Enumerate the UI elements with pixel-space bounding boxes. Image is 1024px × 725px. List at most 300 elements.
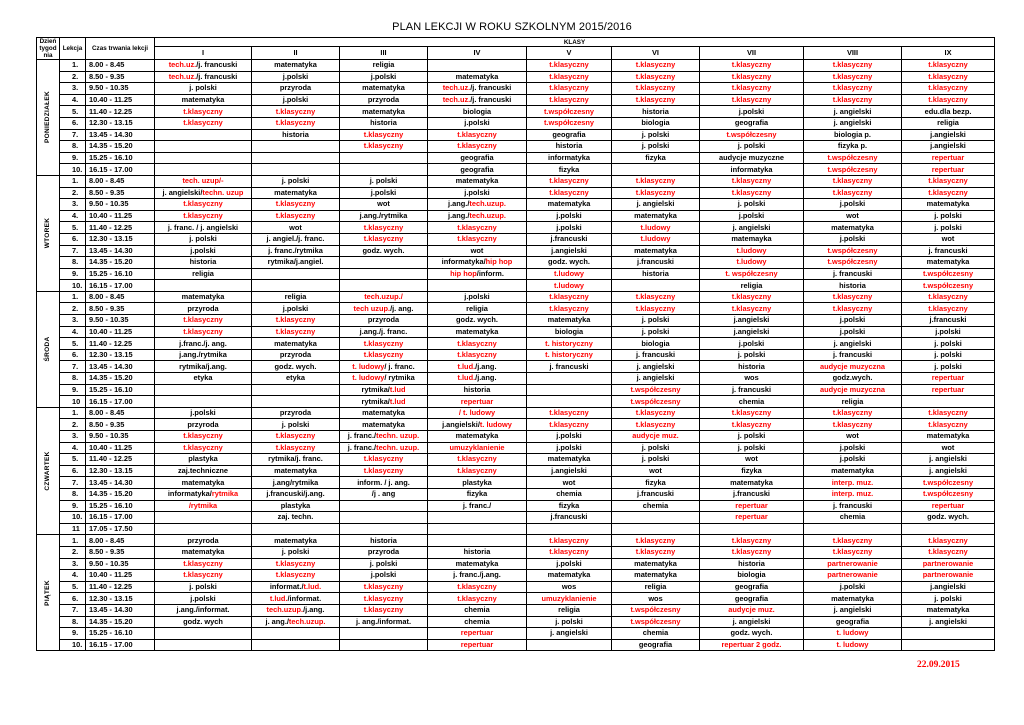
subject-text: matematyka [831,222,874,232]
subject-cell [902,373,995,385]
subject-cell [700,152,804,164]
lesson-row [37,465,995,477]
subject-cell [527,303,612,315]
lesson-row [37,245,995,257]
lesson-row [37,512,995,524]
subject-text: rytmika/ [361,384,390,394]
subject-text: wos [648,593,663,603]
subject-cell [902,315,995,327]
subject-cell [804,604,902,616]
subject-cell [428,141,527,153]
subject-text: religia [284,292,307,302]
subject-cell [612,477,700,489]
subject-text: t.klasyczny [832,408,873,418]
subject-text: j.polski [190,245,216,255]
subject-cell [612,523,700,535]
subject-cell [902,442,995,454]
subject-cell [155,187,252,199]
subject-cell [612,419,700,431]
subject-cell [155,315,252,327]
subject-cell [902,593,995,605]
subject-cell [612,129,700,141]
subject-cell [527,164,612,176]
subject-text: j.polski [556,431,582,441]
subject-text: j.angielski/ [442,419,480,429]
subject-cell [155,303,252,315]
subject-cell [340,175,428,187]
subject-cell [340,628,428,640]
lesson-row [37,60,995,72]
subject-cell [902,71,995,83]
subject-cell [804,257,902,269]
subject-cell [612,175,700,187]
subject-text: j.polski [556,442,582,452]
lesson-row [37,106,995,118]
lesson-row [37,83,995,95]
subject-text: t.klasyczny [928,419,968,429]
subject-cell [340,210,428,222]
subject-text: repertuar [460,396,494,406]
subject-text: religia [372,60,395,70]
lesson-number: 5. [60,106,86,118]
subject-cell [700,106,804,118]
lesson-number: 8. [60,141,86,153]
subject-text: j. angielski [636,373,675,383]
subject-text: t.klasyczny [457,466,497,476]
lesson-row [37,500,995,512]
subject-text: biologia [641,118,670,128]
lesson-row [37,407,995,419]
subject-text: t.klasyczny [635,292,676,302]
subject-cell [700,396,804,408]
subject-cell [527,488,612,500]
subject-cell [527,581,612,593]
subject-cell [428,523,527,535]
subject-text: partnerowanie [922,558,974,568]
subject-cell [340,152,428,164]
subject-cell [527,431,612,443]
subject-text: matematyka [274,535,317,545]
subject-cell [340,535,428,547]
lesson-time: 10.40 - 11.25 [86,210,155,222]
subject-text: t.klasyczny [549,176,589,186]
subject-cell [902,187,995,199]
lesson-time: 15.25 - 16.10 [86,628,155,640]
lesson-row [37,164,995,176]
subject-text: t.klasyczny [457,350,497,360]
subject-text: historia [738,558,765,568]
subject-cell [804,431,902,443]
subject-text: j.polski [556,558,582,568]
subject-cell [527,268,612,280]
subject-text: t.współczesny [543,118,595,128]
subject-cell [527,454,612,466]
subject-cell [428,488,527,500]
subject-text: t.ludowy [640,222,671,232]
subject-text: t.klasyczny [457,234,497,244]
subject-cell [700,326,804,338]
lesson-time: 8.50 - 9.35 [86,71,155,83]
subject-cell [428,419,527,431]
day-cell [37,535,60,651]
subject-text: audycje muz. [632,431,679,441]
subject-text: matematyka [455,431,499,441]
lesson-number: 7. [60,245,86,257]
subject-cell [527,349,612,361]
subject-cell [428,442,527,454]
subject-cell [612,257,700,269]
lesson-time: 13.45 - 14.30 [86,245,155,257]
subject-cell [700,199,804,211]
subject-text: t.klasyczny [832,303,873,313]
subject-cell [612,187,700,199]
subject-text: t.współczesny [922,489,974,499]
subject-text: t.ludowy [554,268,584,278]
subject-text: geografia [460,153,494,163]
lesson-time: 10.40 - 11.25 [86,326,155,338]
subject-cell [527,361,612,373]
subject-cell [700,60,804,72]
subject-cell [428,396,527,408]
class-header-6: VI [612,47,700,60]
subject-text: /j. francuski [196,71,238,81]
subject-text: matematyka [362,408,405,418]
subject-text: / rytmika [384,373,415,383]
lesson-row [37,616,995,628]
subject-text: wot [846,431,859,441]
subject-text: t.współczesny [543,106,595,116]
subject-cell [252,512,340,524]
lesson-row [37,349,995,361]
subject-text: t.klasyczny [363,129,404,139]
subject-cell [428,222,527,234]
subject-text: j.polski [190,593,216,603]
lesson-row [37,71,995,83]
subject-text: /j.ang. [475,373,497,383]
lesson-time: 14.35 - 15.20 [86,373,155,385]
subject-text: j. angielski [833,106,872,116]
subject-cell [252,303,340,315]
subject-text: t.klasyczny [549,95,589,105]
subject-cell [155,94,252,106]
lesson-row [37,431,995,443]
lesson-time: 8.00 - 8.45 [86,535,155,547]
subject-cell [700,407,804,419]
subject-text: j. polski [934,361,962,371]
subject-text: j.angielski [733,315,770,325]
day-label: PIĄTEK [44,579,51,606]
subject-text: j.angielski [733,326,770,336]
lesson-time: 16.15 - 17.00 [86,164,155,176]
lesson-number: 4. [60,326,86,338]
subject-cell [340,373,428,385]
subject-cell [804,303,902,315]
subject-cell [612,604,700,616]
subject-cell [804,407,902,419]
lesson-number: 4. [60,442,86,454]
subject-cell [902,60,995,72]
subject-cell [700,338,804,350]
subject-text: j. angielski [636,361,675,371]
subject-text: matematyka [926,199,970,209]
subject-text: tech.uzup. [469,211,506,221]
subject-cell [804,558,902,570]
subject-text: t.klasyczny [457,582,497,592]
subject-cell [612,60,700,72]
subject-cell [527,106,612,118]
subject-cell [252,71,340,83]
subject-text: j.polski [282,71,309,81]
subject-cell [700,465,804,477]
subject-cell [612,535,700,547]
subject-cell [804,245,902,257]
subject-cell [340,187,428,199]
subject-cell [155,268,252,280]
subject-cell [612,488,700,500]
subject-cell [902,83,995,95]
subject-text: wot [649,466,662,476]
subject-text: j.ang./rytmika [179,350,227,360]
subject-cell [804,83,902,95]
subject-cell [340,581,428,593]
lesson-row [37,303,995,315]
subject-text: repertuar [735,500,768,510]
lesson-number: 5. [60,581,86,593]
subject-cell [527,175,612,187]
subject-text: j.polski [556,211,582,221]
subject-text: j. angiel./j. franc. [266,234,325,244]
lesson-number: 7. [60,477,86,489]
subject-cell [527,245,612,257]
subject-cell [340,500,428,512]
subject-text: t.klasyczny [635,95,676,105]
subject-cell [155,349,252,361]
subject-text: /j. francuski [196,60,238,70]
subject-text: tech.uz. [442,83,471,93]
lesson-time: 9.50 - 10.35 [86,558,155,570]
subject-cell [612,593,700,605]
subject-cell [155,488,252,500]
subject-text: historia [463,384,491,394]
lesson-number: 4. [60,210,86,222]
lesson-number: 1. [60,407,86,419]
subject-text: przyroda [187,303,219,313]
subject-cell [902,558,995,570]
subject-cell [155,106,252,118]
lesson-row [37,175,995,187]
subject-cell [155,442,252,454]
subject-text: chemia [464,605,490,615]
subject-text: t.klasyczny [928,535,968,545]
lesson-number: 11 [60,523,86,535]
subject-text: t.klasyczny [731,419,772,429]
subject-cell [252,639,340,651]
subject-cell [340,558,428,570]
subject-text: t.klasyczny [832,292,873,302]
lesson-number: 9. [60,500,86,512]
subject-text: t.współczesny [827,245,878,255]
subject-cell [428,500,527,512]
subject-cell [252,593,340,605]
lesson-number: 10. [60,639,86,651]
subject-text: j.ang./ [448,199,470,209]
lesson-time: 13.45 - 14.30 [86,361,155,373]
subject-text: j.polski [935,326,961,336]
lesson-time: 9.50 - 10.35 [86,199,155,211]
subject-text: t.klasyczny [635,408,676,418]
subject-cell [612,442,700,454]
subject-text: j. angielski [929,454,967,464]
subject-cell [700,431,804,443]
subject-cell [252,361,340,373]
subject-text: t. ludowy [352,373,385,383]
subject-text: j. polski [641,442,670,452]
subject-cell [428,407,527,419]
subject-cell [155,280,252,292]
subject-text: t.lud [389,384,406,394]
subject-cell [612,106,700,118]
lesson-row [37,419,995,431]
subject-text: interp. muz. [831,489,874,499]
subject-text: j.ang./j. franc. [359,326,408,336]
subject-text: t.klasyczny [549,408,589,418]
lesson-number: 1. [60,535,86,547]
subject-cell [428,245,527,257]
lesson-time: 12.30 - 13.15 [86,117,155,129]
subject-cell [804,570,902,582]
subject-cell [252,419,340,431]
subject-cell [428,535,527,547]
subject-cell [155,210,252,222]
subject-text: matematyka [362,419,405,429]
lesson-number: 3. [60,199,86,211]
subject-cell [428,326,527,338]
subject-cell [700,361,804,373]
subject-text: t. ludowy [352,361,385,371]
subject-cell [340,164,428,176]
subject-cell [428,373,527,385]
subject-text: rytmika/j.angiel. [267,257,324,267]
subject-text: t.lud. [457,361,476,371]
subject-cell [527,604,612,616]
subject-cell [252,570,340,582]
lesson-number: 3. [60,431,86,443]
subject-text: t.współczesny [630,616,681,626]
lesson-row [37,523,995,535]
subject-cell [612,291,700,303]
subject-cell [155,384,252,396]
subject-cell [527,593,612,605]
subject-cell [252,164,340,176]
subject-cell [902,639,995,651]
subject-text: t.klasyczny [928,187,968,197]
subject-cell [527,326,612,338]
subject-text: matemayka [731,234,772,244]
subject-text: t.klasyczny [731,176,772,186]
lesson-row [37,396,995,408]
lesson-row [37,152,995,164]
subject-text: chemia [738,396,765,406]
subject-cell [340,407,428,419]
subject-text: t.klasyczny [275,326,316,336]
subject-text: t.klasyczny [363,593,404,603]
day-label: ŚRODA [44,336,51,362]
subject-cell [902,268,995,280]
class-header-4: IV [428,47,527,60]
subject-cell [527,570,612,582]
subject-cell [428,465,527,477]
class-header-8: VIII [804,47,902,60]
subject-cell [155,523,252,535]
subject-text: przyroda [279,83,312,93]
lesson-number: 1. [60,291,86,303]
subject-text: t.klasyczny [549,419,589,429]
subject-text: informat./ [269,582,304,592]
lesson-number: 7. [60,604,86,616]
subject-cell [804,338,902,350]
subject-text: t.współczesny [630,605,681,615]
lesson-time: 14.35 - 15.20 [86,488,155,500]
subject-text: j.francuski [637,257,674,267]
lesson-time: 10.40 - 11.25 [86,442,155,454]
subject-cell [700,604,804,616]
subject-text: godz. wych. [274,361,317,371]
timetable [36,37,995,651]
subject-cell [804,164,902,176]
subject-text: j. francuski [635,350,676,360]
subject-cell [612,616,700,628]
subject-cell [612,268,700,280]
subject-cell [428,152,527,164]
lesson-row [37,581,995,593]
subject-text: t.klasyczny [928,408,968,418]
subject-text: j.francuski [929,315,967,325]
subject-cell [700,83,804,95]
subject-text: biologia [641,338,670,348]
subject-text: przyroda [367,547,400,557]
subject-text: /j. francuski [470,95,512,105]
subject-text: t.klasyczny [832,95,873,105]
subject-cell [340,280,428,292]
subject-cell [527,83,612,95]
subject-cell [252,535,340,547]
subject-cell [527,373,612,385]
lesson-row [37,141,995,153]
subject-text: j.francuski [637,489,674,499]
subject-cell [902,175,995,187]
subject-text: matematyka [926,605,970,615]
subject-text: wot [941,442,955,452]
subject-text: t.klasyczny [275,570,316,580]
subject-cell [155,83,252,95]
subject-cell [428,558,527,570]
subject-cell [155,222,252,234]
day-cell [37,60,60,176]
day-column-label: Dzień tygodnia [39,38,57,59]
subject-cell [700,593,804,605]
lesson-number: 3. [60,83,86,95]
subject-cell [527,396,612,408]
subject-text: t.klasyczny [928,83,968,93]
subject-text: j.polski [282,303,309,313]
subject-cell [527,628,612,640]
subject-cell [155,373,252,385]
subject-cell [902,280,995,292]
subject-cell [700,639,804,651]
subject-text: t.współczesny [726,129,777,139]
subject-cell [252,106,340,118]
lesson-time: 8.50 - 9.35 [86,419,155,431]
